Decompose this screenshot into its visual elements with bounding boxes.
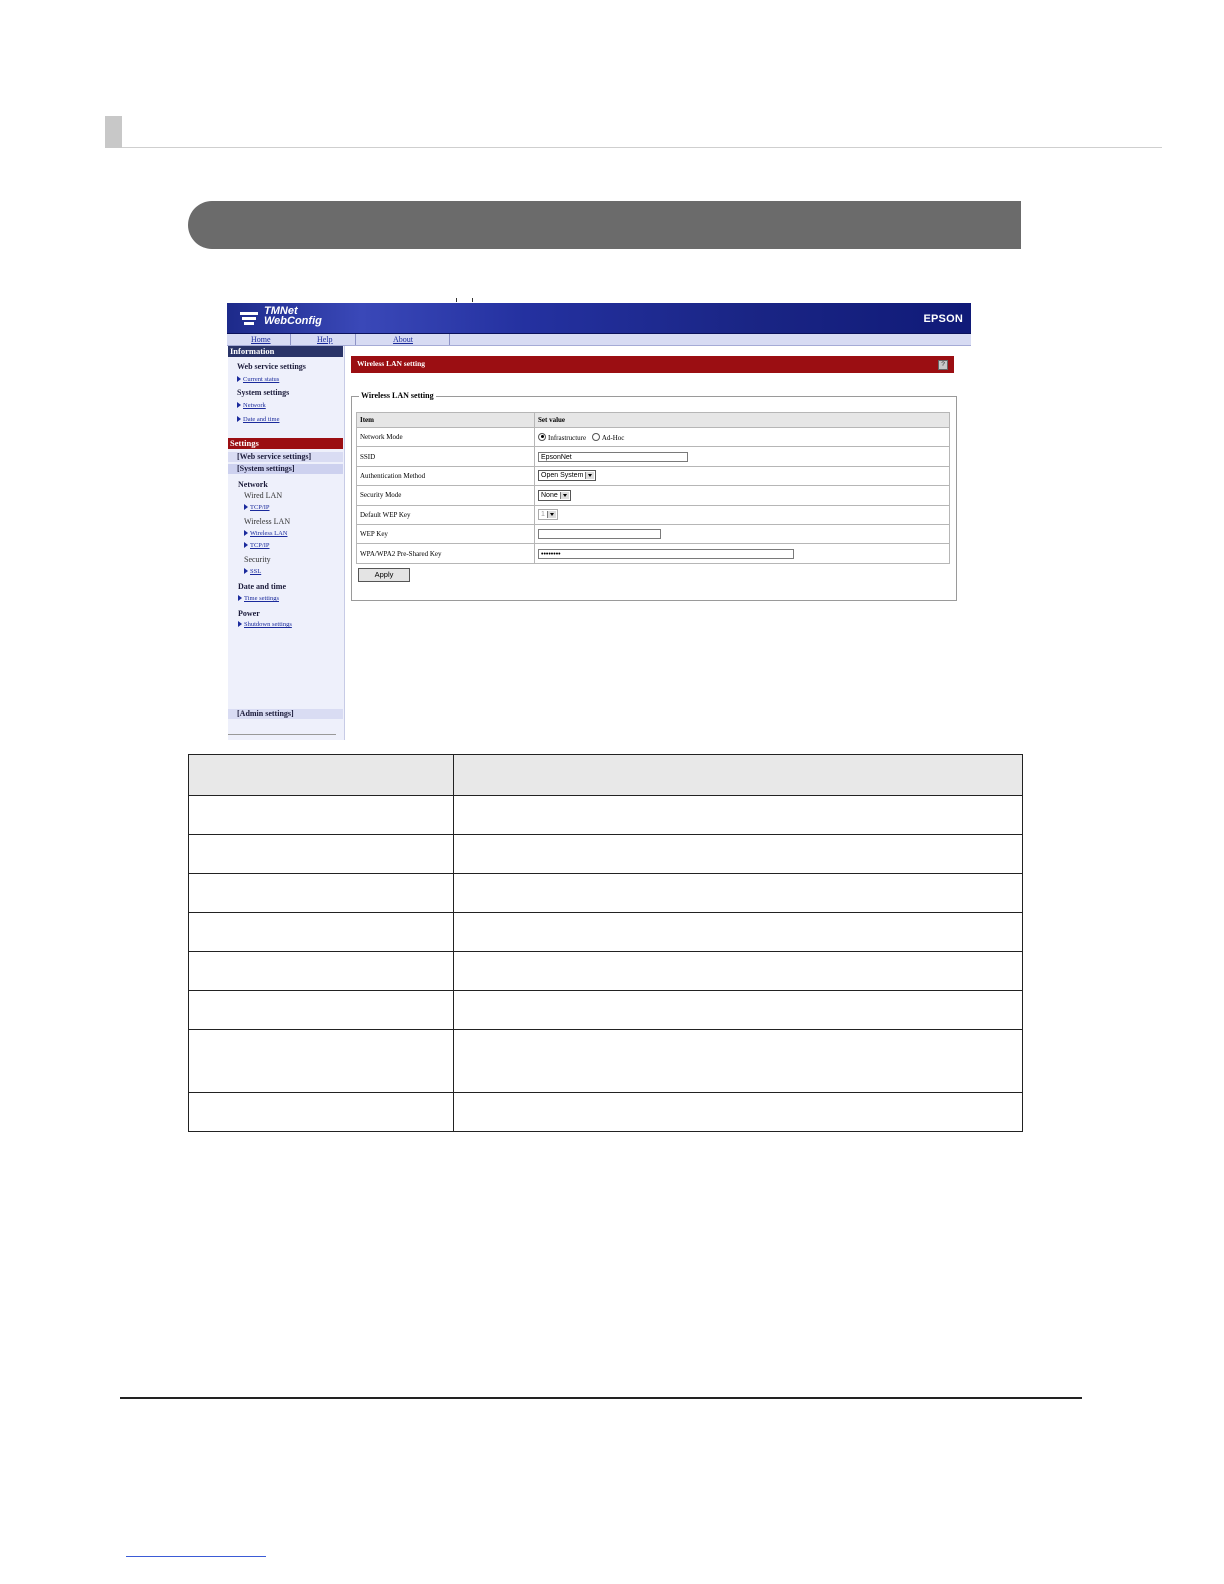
sidebar-item-ssl[interactable]: SSL: [244, 566, 261, 577]
auth-method-value: Open System: [541, 472, 584, 480]
row-label-security-mode: Security Mode: [357, 486, 535, 505]
wpa-psk-input[interactable]: ••••••••: [538, 549, 794, 559]
table-cell: [454, 874, 1023, 913]
sidebar-power-heading: Power: [238, 609, 260, 618]
nav-separator: [290, 334, 291, 345]
wep-key-cell: [535, 524, 950, 543]
sidebar-system-settings[interactable]: [System settings]: [237, 464, 295, 473]
table-row: [357, 524, 950, 543]
chevron-down-icon: [547, 511, 556, 518]
table-row: [189, 913, 1023, 952]
sidebar-info-web-service: Web service settings: [237, 362, 306, 371]
arrow-right-icon: [238, 595, 242, 601]
description-header-row: [189, 755, 1023, 796]
table-row: [357, 544, 950, 563]
sidebar-wired-lan: Wired LAN: [244, 491, 283, 500]
table-row: [189, 874, 1023, 913]
sidebar-wireless-lan: Wireless LAN: [244, 517, 291, 526]
table-row: [189, 835, 1023, 874]
adhoc-radio[interactable]: [592, 433, 600, 441]
footer-link-underline: [126, 1556, 266, 1557]
security-mode-cell: [535, 486, 950, 505]
nav-about-link[interactable]: About: [393, 335, 413, 344]
sidebar-item-wireless-lan[interactable]: Wireless LAN: [244, 528, 287, 539]
arrow-right-icon: [244, 568, 248, 574]
table-row: [189, 1093, 1023, 1132]
apply-button[interactable]: Apply: [358, 568, 410, 582]
sidebar-settings-header: Settings: [228, 438, 343, 449]
chevron-down-icon: [560, 492, 569, 499]
table-cell: [454, 796, 1023, 835]
sidebar-item-date-time[interactable]: Date and time: [237, 414, 279, 425]
table-cell: [189, 1093, 454, 1132]
sidebar-network-heading: Network: [238, 480, 268, 489]
sidebar-security: Security: [244, 555, 271, 564]
ssid-cell: [535, 447, 950, 466]
brand-logo: EPSON: [923, 313, 963, 325]
table-cell: [454, 1093, 1023, 1132]
arrow-right-icon: [244, 542, 248, 548]
nav-separator: [449, 334, 450, 345]
security-mode-value: None: [541, 491, 558, 499]
sidebar-item-network[interactable]: Network: [237, 400, 266, 411]
table-row: [357, 505, 950, 524]
table-cell: [189, 755, 454, 796]
table-cell: [454, 1030, 1023, 1093]
help-icon[interactable]: ?: [938, 360, 948, 370]
ssid-input[interactable]: EpsonNet: [538, 452, 688, 462]
tmnet-logo-icon: [239, 310, 259, 328]
table-cell: [454, 913, 1023, 952]
infrastructure-label: Infrastructure: [548, 433, 587, 442]
table-row: [357, 447, 950, 466]
nav-help-link[interactable]: Help: [317, 335, 333, 344]
sidebar-admin-settings[interactable]: [Admin settings]: [237, 709, 294, 718]
window-tick: [456, 298, 457, 302]
sidebar-item-current-status[interactable]: Current status: [237, 374, 279, 385]
table-cell: [189, 991, 454, 1030]
row-label-wpa-psk: WPA/WPA2 Pre-Shared Key: [357, 544, 535, 563]
table-cell: [454, 755, 1023, 796]
adhoc-label: Ad-Hoc: [601, 433, 625, 442]
top-nav: [227, 334, 971, 346]
table-row: [189, 796, 1023, 835]
row-label-ssid: SSID: [357, 447, 535, 466]
sidebar-divider: [228, 734, 336, 735]
infrastructure-radio[interactable]: [538, 433, 546, 441]
nav-home-link[interactable]: Home: [251, 335, 271, 344]
table-row: [189, 1030, 1023, 1093]
table-header-row: [357, 413, 950, 428]
window-tick: [472, 298, 473, 302]
network-mode-cell: [535, 428, 950, 447]
auth-method-cell: [535, 466, 950, 485]
default-wep-key-cell: [535, 505, 950, 524]
row-label-wep-key: WEP Key: [357, 524, 535, 543]
panel-title: Wireless LAN setting: [357, 359, 426, 368]
sidebar-web-service-settings[interactable]: [Web service settings]: [237, 452, 312, 461]
app-banner: [227, 303, 971, 334]
table-row: [357, 428, 950, 447]
sidebar-information-header: Information: [228, 346, 343, 357]
sidebar-item-wired-tcpip[interactable]: TCP/IP: [244, 502, 270, 513]
table-row: [357, 466, 950, 485]
table-row: [189, 991, 1023, 1030]
arrow-right-icon: [237, 402, 241, 408]
sidebar-info-system-settings: System settings: [237, 388, 290, 397]
wpa-psk-cell: [535, 544, 950, 563]
table-cell: [189, 1030, 454, 1093]
row-label-network-mode: Network Mode: [357, 428, 535, 447]
sidebar-item-time-settings[interactable]: Time settings: [238, 593, 279, 604]
settings-group-label: Wireless LAN setting: [361, 391, 434, 400]
sidebar-date-time-heading: Date and time: [238, 582, 286, 591]
arrow-right-icon: [244, 504, 248, 510]
table-cell: [189, 952, 454, 991]
app-logo: [264, 306, 322, 326]
table-cell: [189, 913, 454, 952]
col-item-header: Item: [357, 413, 535, 428]
auth-method-select[interactable]: [538, 470, 596, 481]
panel-title-bar: [351, 356, 954, 373]
sidebar-item-wireless-tcpip[interactable]: TCP/IP: [244, 540, 270, 551]
sidebar-item-shutdown-settings[interactable]: Shutdown settings: [238, 619, 292, 630]
table-row: [189, 952, 1023, 991]
table-cell: [189, 796, 454, 835]
table-cell: [189, 835, 454, 874]
default-wep-key-value: 1: [541, 511, 545, 519]
arrow-right-icon: [237, 376, 241, 382]
default-wep-key-select[interactable]: [538, 509, 558, 520]
nav-separator: [355, 334, 356, 345]
table-cell: [454, 952, 1023, 991]
table-row: [357, 486, 950, 505]
arrow-right-icon: [238, 621, 242, 627]
chevron-down-icon: [585, 472, 594, 479]
table-cell: [454, 991, 1023, 1030]
description-table: [188, 754, 1023, 1132]
arrow-right-icon: [244, 530, 248, 536]
row-label-default-wep-key: Default WEP Key: [357, 505, 535, 524]
wep-key-input[interactable]: [538, 529, 661, 539]
header-rule: [122, 147, 1162, 148]
webconfig-screenshot: [227, 298, 971, 740]
arrow-right-icon: [237, 416, 241, 422]
sidebar: [228, 346, 345, 740]
section-title-bar: [188, 201, 1021, 249]
table-cell: [454, 835, 1023, 874]
table-cell: [189, 874, 454, 913]
security-mode-select[interactable]: [538, 490, 571, 501]
chapter-marker: [105, 116, 122, 148]
logo-line2: WebConfig: [264, 315, 322, 327]
col-value-header: Set value: [535, 413, 950, 428]
row-label-auth-method: Authentication Method: [357, 466, 535, 485]
settings-table: [356, 412, 950, 564]
footer-rule: [120, 1397, 1082, 1399]
logo-line1: TMNet: [264, 305, 298, 317]
